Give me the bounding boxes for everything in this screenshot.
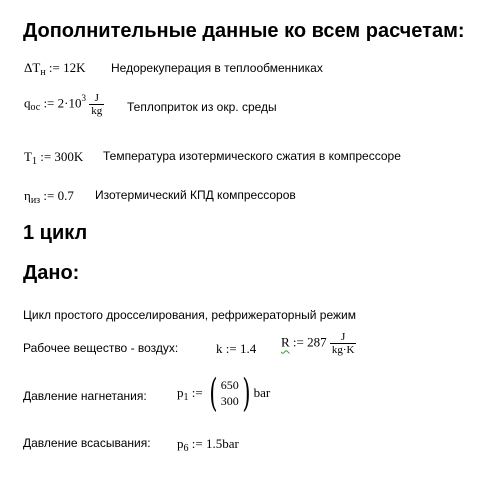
p6-sub: 6 [183,443,189,454]
r-expression [281,331,356,356]
t1-sub: 1 [31,156,37,167]
r-unit [330,331,357,356]
p1-values [221,377,239,409]
q-oc-unit [89,92,104,117]
r-unit-den: kg·K [331,344,355,356]
delta-t-description: Недорекуперация в теплообменниках [111,61,323,75]
delta-t-value: 12K [63,60,86,75]
cycle-description: Цикл простого дросселирования, рефрижераторный режим [23,308,356,322]
p1-bracket-right: ) [242,371,251,415]
q-oc-description: Теплоприток из окр. среды [127,100,277,114]
t1-value: 300K [54,149,84,164]
delta-t-expression [24,60,86,76]
p1-label: Давление нагнетания: [23,389,147,403]
delta-t-sub: н [40,67,46,78]
q-oc-exp: 3 [81,93,86,104]
q-oc-unit-den: kg [91,105,103,117]
eta-symbol: η [24,188,31,203]
k-expression: k := 1.4 [216,341,257,356]
q-oc-sub: ос [30,102,41,114]
q-oc-unit-num: J [94,92,99,104]
q-oc-assign: := [43,95,55,111]
p1-expression [177,371,271,415]
p1-value-2: 300 [220,394,239,408]
p1-assign: := [191,385,203,400]
cycle-heading: 1 цикл [23,222,88,244]
p6-symbol: p [177,436,184,451]
eta-sub: из [30,195,41,206]
t1-expression [24,149,83,165]
eta-assign: := [43,188,55,203]
t1-symbol: T [24,149,32,164]
r-symbol: R [281,334,290,350]
p1-vector [206,371,254,415]
eta-description: Изотермический КПД компрессоров [95,188,296,202]
eta-value: 0.7 [57,188,74,203]
q-oc-symbol: q [24,95,31,111]
q-oc-expression [24,92,104,117]
r-unit-num: J [341,331,346,343]
p1-value-1: 650 [220,378,239,392]
r-assign: := 287 [292,334,327,350]
q-oc-coef: 2·10 [57,95,82,111]
substance-label: Рабочее вещество - воздух: [23,341,179,355]
main-heading: Дополнительные данные ко всем расчетам: [23,20,465,42]
given-heading: Дано: [23,262,80,284]
delta-t-assign: := [48,60,60,75]
p1-sub: 1 [183,392,189,403]
p6-assign: := [191,436,203,451]
p1-unit: bar [253,385,271,400]
t1-description: Температура изотермического сжатия в компрессоре [103,149,401,163]
delta-t-symbol: ΔT [24,60,41,75]
p1-bracket-left: ( [209,371,218,415]
p6-label: Давление всасывания: [23,436,151,450]
p6-expression [177,436,239,452]
eta-expression [24,188,74,204]
p6-value: 1.5bar [205,436,239,451]
t1-assign: := [40,149,52,164]
p1-symbol: p [177,385,184,400]
